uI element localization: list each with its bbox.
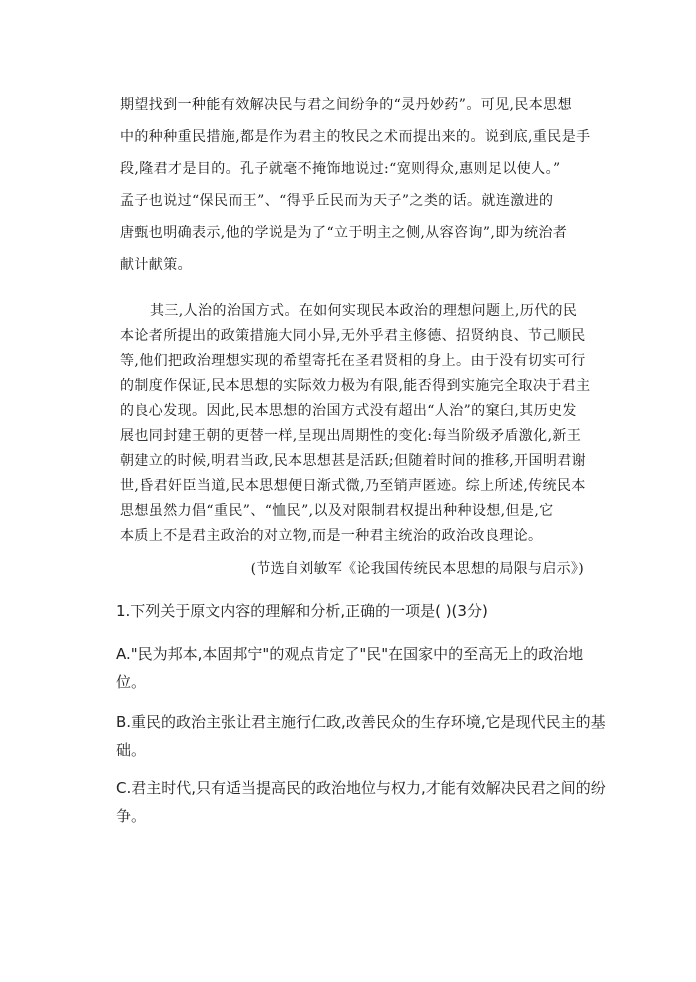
passage-line: 唐甄也明确表示,他的学说是为了“立于明主之侧,从容咨询”,即为统治者 — [120, 225, 568, 241]
passage-line: 段,隆君才是目的。孔子就毫不掩饰地说过:“宽则得众,惠则足以使人。” — [120, 161, 561, 177]
option-c-line: C.君主时代,只有适当提高民的政治地位与权力,才能有效解决民君之间的纷 — [116, 779, 606, 797]
passage-line: 献计献策。 — [120, 257, 192, 273]
option-b-line: B.重民的政治主张让君主施行仁政,改善民众的生存环境,它是现代民主的基 — [116, 713, 606, 731]
passage-line: 等,他们把政治理想实现的希望寄托在圣君贤相的身上。由于没有切实可行 — [120, 353, 586, 369]
passage-line: 其三,人治的治国方式。在如何实现民本政治的理想问题上,历代的民 — [150, 303, 578, 319]
passage-line: 世,昏君奸臣当道,民本思想便日渐式微,乃至销声匿迹。综上所述,传统民本 — [120, 478, 586, 494]
question-stem: 1.下列关于原文内容的理解和分析,正确的一项是( )(3分) — [116, 602, 488, 620]
passage-line: 中的种种重民措施,都是作为君主的牧民之术而提出来的。说到底,重民是手 — [120, 129, 591, 145]
option-c-line: 争。 — [116, 807, 147, 825]
passage-line: 孟子也说过“保民而王”、“得乎丘民而为天子”之类的话。就连激进的 — [120, 193, 554, 209]
passage-line: 展也同封建王朝的更替一样,呈现出周期性的变化:每当阶级矛盾激化,新王 — [120, 428, 582, 444]
option-a-line: A."民为邦本,本固邦宁"的观点肯定了"民"在国家中的至高无上的政治地 — [116, 645, 584, 663]
passage-line: 本质上不是君主政治的对立物,而是一种君主统治的政治改良理论。 — [120, 528, 543, 544]
passage-line: 思想虽然力倡“重民”、“恤民”,以及对限制君权提出种种设想,但是,它 — [120, 503, 554, 519]
passage-line: 朝建立的时候,明君当政,民本思想甚是活跃;但随着时间的推移,开国明君谢 — [120, 453, 587, 469]
source-citation: (节选自刘敏军《论我国传统民本思想的局限与启示》) — [250, 561, 584, 577]
option-b-line: 础。 — [116, 741, 147, 759]
option-a-line: 位。 — [116, 673, 147, 691]
passage-line: 的制度作保证,民本思想的实际效力极为有限,能否得到实施完全取决于君主 — [120, 378, 591, 394]
passage-line: 期望找到一种能有效解决民与君之间纷争的“灵丹妙药”。可见,民本思想 — [120, 97, 572, 113]
passage-line: 的良心发现。因此,民本思想的治国方式没有超出“人治”的窠臼,其历史发 — [120, 403, 577, 419]
passage-line: 本论者所提出的政策措施大同小异,无外乎君主修德、招贤纳良、节己顺民 — [120, 328, 586, 344]
